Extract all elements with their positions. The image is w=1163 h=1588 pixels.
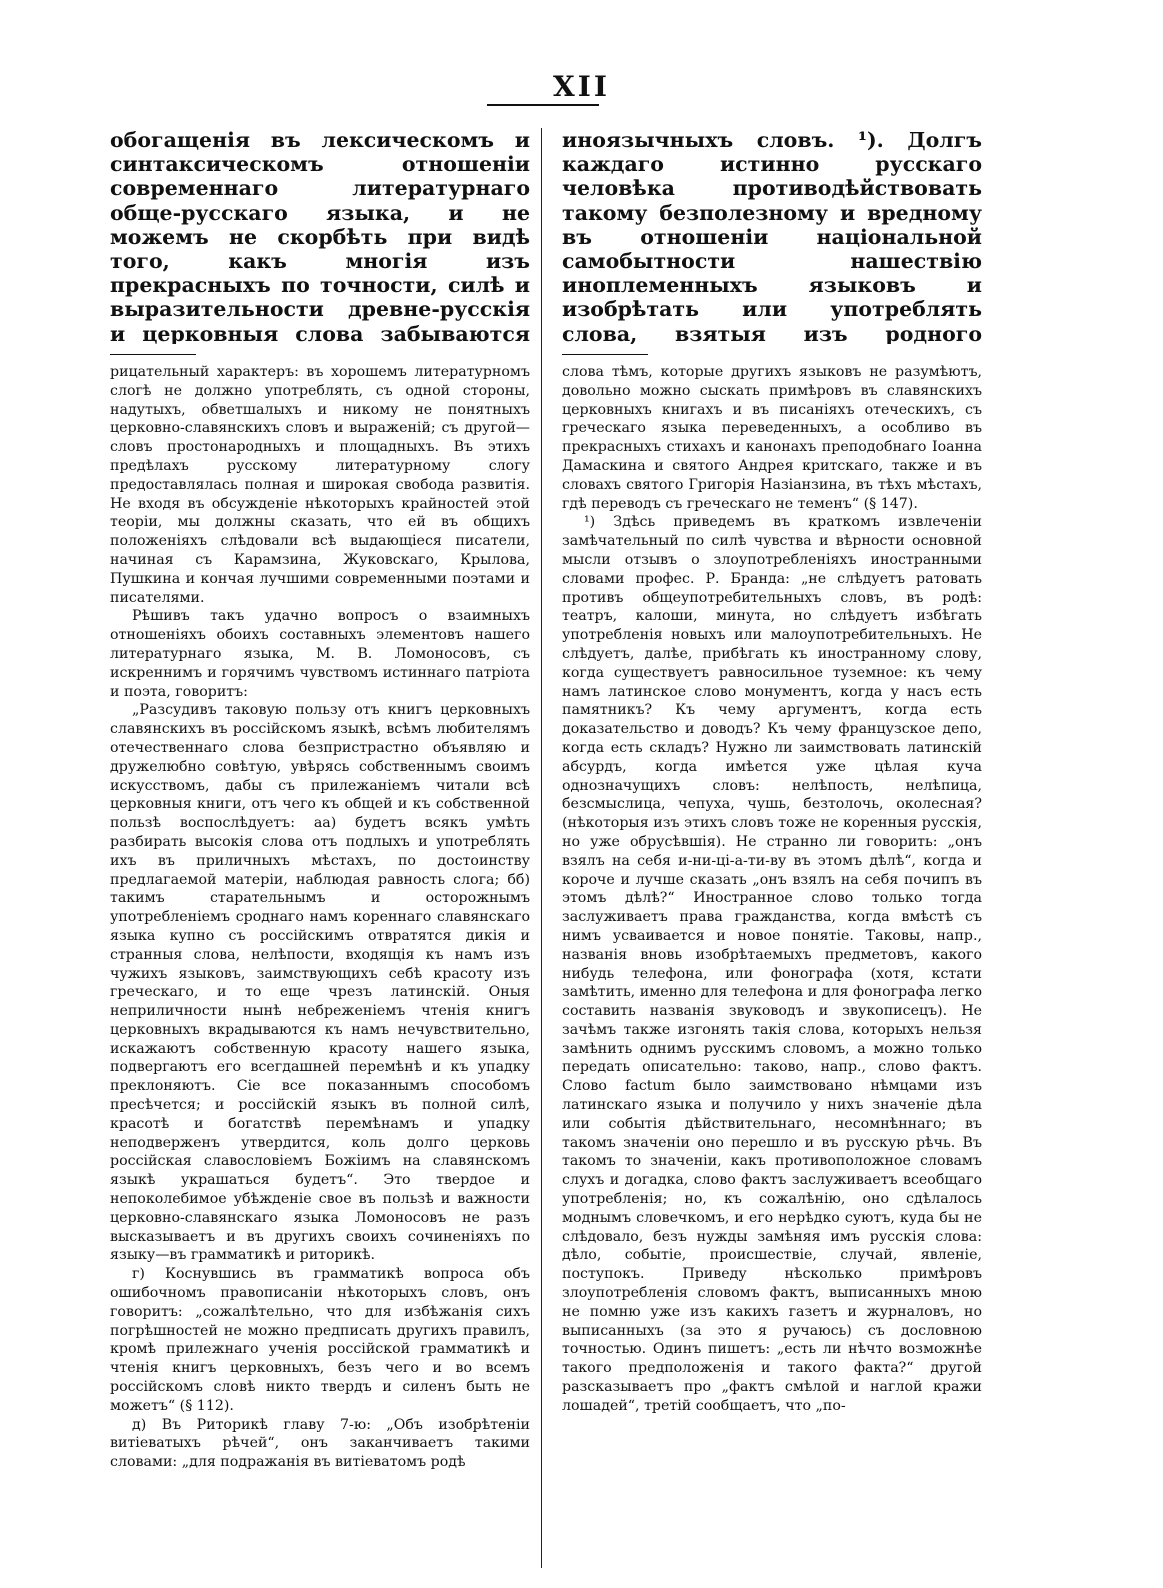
left-footnotes [110, 363, 530, 1472]
left-footnote-rule [110, 354, 196, 355]
page-number: XII [553, 70, 610, 103]
footnote-paragraph: рицательный характеръ: въ хорошемъ литературномъ слогѣ не должно употреблять, съ одной стороны, надутыхъ, обветшалыхъ и никому не понятныхъ церковно-славянскихъ словъ и выраженій; съ другой—словъ простонародныхъ и площадныхъ. Въ этихъ предѣлахъ русскому литературному слогу предоставлялась полная и широкая свобода развитія. Не входя въ обсужденіе нѣкоторыхъ крайностей этой теоріи, мы должны сказать, что ей въ общихъ положеніяхъ слѣдовали всѣ выдающіеся писатели, начиная съ Карамзина, Жуковскаго, Крылова, Пушкина и кончая лучшими современными поэтами и писателями. [110, 364, 530, 606]
column-divider [541, 128, 542, 1568]
right-main-text: иноязычныхъ словъ. ¹). Долгъ каждаго истинно русскаго человѣка противодѣйствовать такому безполезному и вредному въ отношеніи національной самобытности нашествію иноплеменныхъ языковъ и изобрѣтать или употреблять слова, взятыя изъ родного [562, 128, 982, 344]
right-footnotes [562, 363, 982, 1416]
footnote-paragraph: ¹) Здѣсь приведемъ въ краткомъ извлеченіи замѣчательный по силѣ чувства и вѣрности основной мысли отзывъ о злоупотребленіяхъ иностранными словами профес. Р. Бранда: „не слѣдуетъ ратовать противъ общеупотребительныхъ словъ, въ родѣ: театръ, калоши, минута, но слѣдуетъ избѣгать употребленія новыхъ или малоупотребительныхъ. Не слѣдуетъ, далѣе, прибѣгать къ иностранному слову, когда существуетъ равносильное туземное: къ чему намъ латинское слово монументъ, когда у насъ есть памятникъ? Къ чему аргументъ, когда есть доказательство и доводъ? Къ чему французское депо, когда есть складъ? Нужно ли заимствовать латинскій абсурдъ, когда имѣется уже цѣлая куча однозначущихъ словъ: нелѣпость, нелѣпица, безсмыслица, чепуха, чушь, безтолочь, околесная? (нѣкоторыя изъ этихъ словъ тоже не коренныя русскія, но уже обрусѣвшія). Не странно ли говорить: „онъ взялъ на себя и-ни-ці-а-ти-ву въ этомъ дѣлѣ“, когда и короче и лучше сказать „онъ взялъ на себя почипъ въ этомъ дѣлѣ?“ Иностранное слово только тогда заслуживаетъ права гражданства, когда вмѣстѣ съ нимъ усваивается и новое понятіе. Таковы, напр., названія вновь изобрѣтаемыхъ предметовъ, какого нибудь телефона, или фонографа (хотя, кстати замѣтить, именно для телефона и для фонографа легко составить названія звуководъ и звукописецъ). Не зачѣмъ также изгонять такія слова, которыхъ нельзя замѣнить однимъ русскимъ словомъ, а можно только передать описательно: таково, напр., слово фактъ. Слово factum было заимствовано нѣмцами изъ латинскаго языка и получило у нихъ значеніе дѣла или событія дѣйствительнаго, несомнѣннаго; въ такомъ значеніи оно перешло и въ русскую рѣчь. Въ такомъ то значеніи, какъ противоположное словамъ слухъ и догадка, слово фактъ заслуживаетъ всеобщаго употребленія; но, къ сожалѣнію, оно сдѣлалось моднымъ словечкомъ, и его нерѣдко суютъ, куда бы не слѣдовало, безъ нужды замѣняя имъ русскія слова: дѣло, событіе, происшествіе, случай, явленіе, поступокъ. Приведу нѣсколько примѣровъ злоупотребленія словомъ фактъ, выписанныхъ мною не помню уже изъ какихъ газетъ и журналовъ, но выписанныхъ (за это я ручаюсь) съ дословною точностью. Одинъ пишетъ: „есть ли нѣчто возможнѣе такого предположенія и такого факта?“ другой разсказываетъ про „фактъ смѣлой и наглой кражи лошадей“, третій сообщаетъ, что „по- [562, 514, 982, 1414]
left-main-text: обогащенія въ лексическомъ и синтаксическомъ отношеніи современнаго литературнаго обще-русскаго языка, и не можемъ не скорбѣть при видѣ того, какъ многія изъ прекрасныхъ по точности, силѣ и выразительности древне-русскія и церковныя слова забываются [110, 128, 530, 344]
footnote-paragraph: Рѣшивъ такъ удачно вопросъ о взаимныхъ отношеніяхъ обоихъ составныхъ элементовъ нашего литературнаго языка, М. В. Ломоносовъ, съ искреннимъ и горячимъ чувствомъ истиннаго патріота и поэта, говоритъ: [110, 608, 530, 700]
footnote-paragraph: слова тѣмъ, которые другихъ языковъ не разумѣютъ, довольно можно сыскать примѣровъ въ славянскихъ церковныхъ книгахъ и въ писаніяхъ отеческихъ, съ греческаго языка переведенныхъ, а особливо въ прекрасныхъ стихахъ и канонахъ преподобнаго Іоанна Дамаскина и святого Андрея критскаго, также и въ словахъ святого Григорія Назіанзина, въ тѣхъ мѣстахъ, гдѣ переводъ съ греческаго не теменъ“ (§ 147). [562, 364, 982, 512]
header-rule [487, 104, 599, 106]
footnote-paragraph: г) Коснувшись въ грамматикѣ вопроса объ ошибочномъ правописаніи нѣкоторыхъ словъ, онъ говоритъ: „сожалѣтельно, что для избѣжанія сихъ погрѣшностей не можно предписать другихъ правилъ, кромѣ прилежнаго ученія россійской грамматикѣ и чтенія книгъ церковныхъ, безъ чего и во всемъ россійскомъ словѣ никто твердъ и силенъ быть не можетъ“ (§ 112). [110, 1266, 530, 1414]
left-column [110, 128, 530, 1472]
right-footnote-rule [562, 354, 648, 355]
footnote-paragraph: „Разсудивъ таковую пользу отъ книгъ церковныхъ славянскихъ въ россійскомъ языкѣ, всѣмъ любителямъ отечественнаго слова безпристрастно объявляю и дружелюбно совѣтую, увѣрясь собственнымъ своимъ искусствомъ, дабы съ прилежаніемъ читали всѣ церковныя книги, отъ чего къ общей и къ собственной пользѣ воспослѣдуетъ: аа) будетъ всякъ умѣть разбирать высокія слова отъ подлыхъ и употреблять ихъ въ приличныхъ мѣстахъ, по достоинству предлагаемой матеріи, наблюдая равность слога; бб) такимъ старательнымъ и осторожнымъ употребленіемъ сроднаго намъ кореннаго славянскаго языка купно съ россійскимъ отвратятся дикія и странныя слова, нелѣпости, входящія къ намъ изъ чужихъ языковъ, заимствующихъ себѣ красоту изъ греческаго, и то еще чрезъ латинскій. Оныя неприличности нынѣ небреженіемъ чтенія книгъ церковныхъ вкрадываются къ намъ нечувствительно, искажаютъ собственную красоту нашего языка, подвергаютъ его всегдашней перемѣнѣ и къ упадку преклоняютъ. Сіе все показаннымъ способомъ пресѣчется; и россійскій языкъ въ полной силѣ, красотѣ и богатствѣ перемѣнамъ и упадку неподверженъ утвердится, коль долго церковь россійская славословіемъ Божіимъ на славянскомъ языкѣ украшаться будетъ“. Это твердое и непоколебимое убѣжденіе свое въ пользѣ и важности церковно-славянскаго языка Ломоносовъ не разъ высказываетъ и въ другихъ своихъ сочиненіяхъ по языку—въ грамматикѣ и риторикѣ. [110, 702, 530, 1264]
footnote-paragraph: д) Въ Риторикѣ главу 7-ю: „Объ изобрѣтеніи витіеватыхъ рѣчей“, онъ заканчиваетъ такими словами: „для подражанія въ витіеватомъ родѣ [110, 1416, 530, 1471]
right-column [562, 128, 982, 1416]
